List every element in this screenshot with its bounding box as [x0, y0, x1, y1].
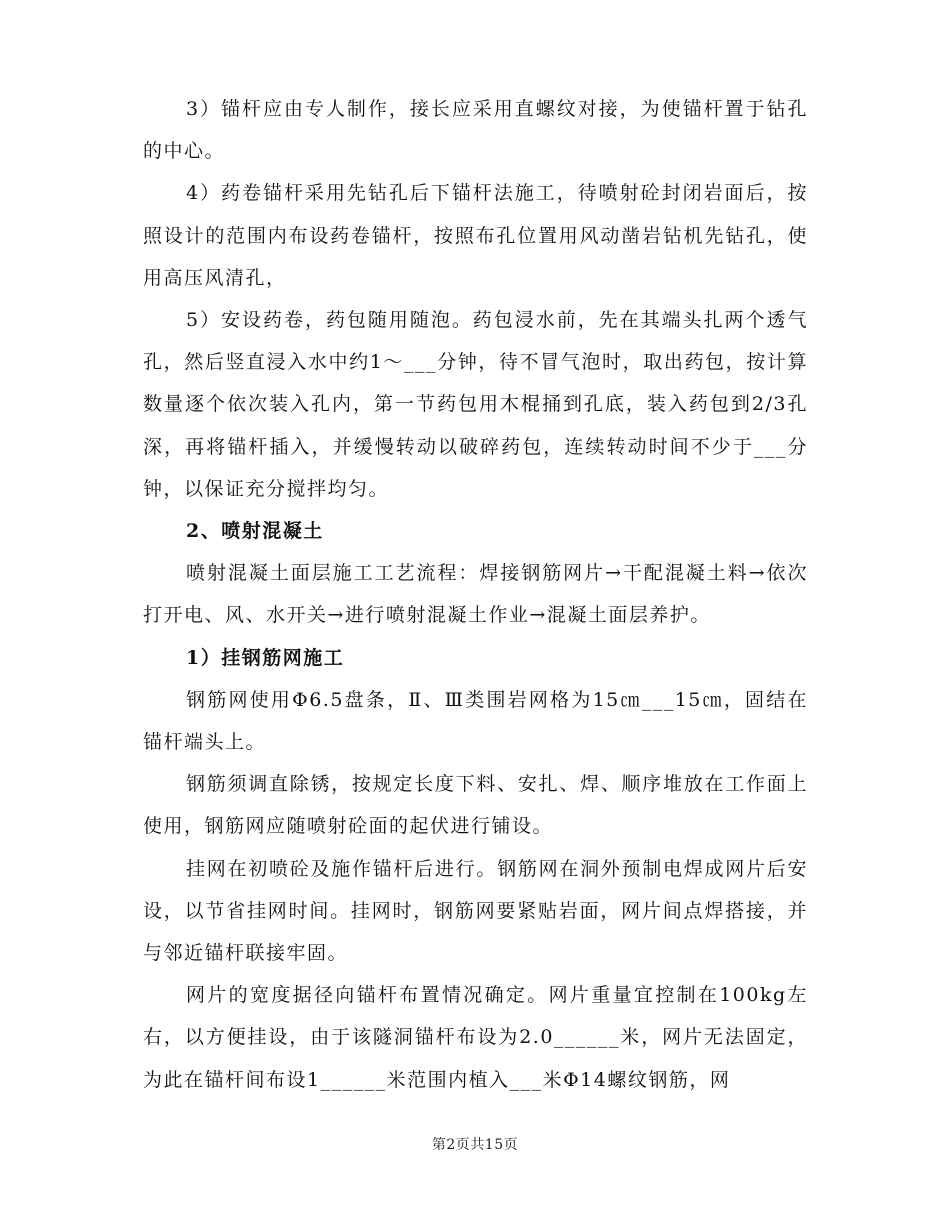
- paragraph-mesh-width: 网片的宽度据径向锚杆布置情况确定。网片重量宜控制在100kg左右，以方便挂设，由于该隧洞锚杆布设为2.0______米，网片无法固定，为此在锚杆间布设1______米范围内植入___米Φ14螺纹钢筋，网: [143, 984, 808, 1091]
- paragraph-mesh-hanging: 挂网在初喷砼及施作锚杆后进行。钢筋网在洞外预制电焊成网片后安设，以节省挂网时间。挂网时，钢筋网要紧贴岩面，网片间点焊搭接，并与邻近锚杆联接牢固。: [143, 857, 808, 965]
- paragraph-cartridge-anchor-drilling: 4）药卷锚杆采用先钻孔后下锚杆法施工，待喷射砼封闭岩面后，按照设计的范围内布设药卷锚杆，按照布孔位置用风动凿岩钻机先钻孔，使用高压风清孔，: [143, 182, 808, 289]
- paragraph-cartridge-installation: 5）安设药卷，药包随用随泡。药包浸水前，先在其端头扎两个透气孔，然后竖直浸入水中约1～___分钟，待不冒气泡时，取出药包，按计算数量逐个依次装入孔内，第一节药包用木棍捅到孔底，装入药包到2/3孔深，再将锚杆插入，并缓慢转动以破碎药包，连续转动时间不少于___分钟，以保证充分搅拌均匀。: [143, 309, 808, 500]
- subsection-heading-steel-mesh: 1）挂钢筋网施工: [186, 646, 345, 669]
- paragraph-anchor-fabrication: 3）锚杆应由专人制作，接长应采用直螺纹对接，为使锚杆置于钻孔的中心。: [143, 98, 808, 163]
- paragraph-mesh-spec: 钢筋网使用Φ6.5盘条，Ⅱ、Ⅲ类围岩网格为15㎝___15㎝，固结在锚杆端头上。: [143, 688, 808, 754]
- section-heading-shotcrete: 2、喷射混凝土: [186, 520, 324, 543]
- paragraph-shotcrete-process: 喷射混凝土面层施工工艺流程：焊接钢筋网片→干配混凝土料→依次打开电、风、水开关→进行喷射混凝土作业→混凝土面层养护。: [143, 562, 808, 627]
- paragraph-mesh-preparation: 钢筋须调直除锈，按规定长度下料、安扎、焊、顺序堆放在工作面上使用，钢筋网应随喷射砼面的起伏进行铺设。: [143, 773, 808, 838]
- page-number-footer: 第2页共15页: [431, 1137, 519, 1153]
- document-body: [143, 88, 808, 1101]
